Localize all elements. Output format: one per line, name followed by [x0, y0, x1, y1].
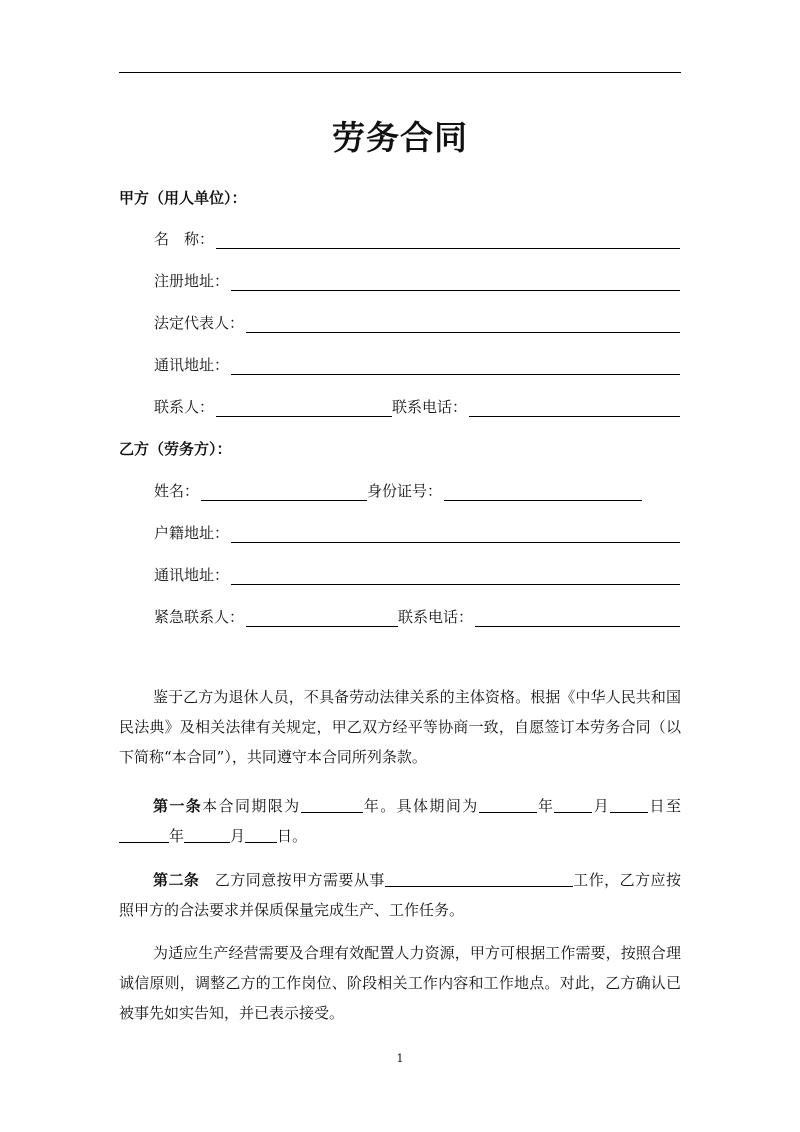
document-title: 劳务合同 [332, 118, 468, 157]
party-b-household-field[interactable] [231, 526, 680, 543]
party-b-household-label: 户籍地址： [154, 524, 230, 542]
party-b-emergency-label: 紧急联系人： [154, 608, 245, 626]
article-1-text: 日。 [277, 827, 308, 845]
party-a-legal-rep-row [154, 313, 680, 333]
party-a-name-row [154, 229, 680, 249]
party-a-phone-field[interactable] [469, 400, 680, 417]
party-a-contact-label: 联系人： [154, 398, 215, 416]
party-a-mail-address-field[interactable] [231, 358, 680, 375]
start-year-field[interactable] [479, 796, 537, 813]
party-b-name-label: 姓名： [154, 482, 200, 500]
end-month-field[interactable] [184, 826, 230, 843]
article-2-paragraph [119, 865, 681, 925]
party-a-name-label: 名 称： [154, 230, 215, 248]
article-2-title: 第二条 [153, 871, 200, 889]
party-b-id-field[interactable] [444, 484, 642, 501]
article-1-text: 本合同期限为 [202, 797, 301, 815]
party-b-phone-label: 联系电话： [398, 608, 474, 626]
party-a-reg-address-label: 注册地址： [154, 272, 230, 290]
party-b-name-field[interactable] [201, 484, 367, 501]
party-a-phone-label: 联系电话： [392, 398, 468, 416]
party-a-name-field[interactable] [216, 232, 680, 249]
party-b-emergency-field[interactable] [246, 610, 398, 627]
party-b-mail-address-field[interactable] [231, 568, 680, 585]
party-a-contact-row [154, 397, 680, 417]
party-b-id-label: 身份证号： [367, 482, 443, 500]
party-a-heading: 甲方（用人单位）： [119, 189, 247, 207]
article-1-text: 日至 [648, 797, 681, 815]
end-year-field[interactable] [119, 826, 169, 843]
article-2-second-paragraph: 为适应生产经营需要及合理有效配置人力资源，甲方可根据工作需要，按照合理诚信原则，调整乙方的工作岗位、阶段相关工作内容和工作地点。对此，乙方确认已被事先如实告知，并已表示接受。 [119, 944, 681, 1022]
end-day-field[interactable] [245, 826, 277, 843]
article-1-text: 月 [592, 797, 611, 815]
article-1-text: 月 [230, 827, 246, 845]
party-b-mail-address-row [154, 565, 680, 585]
party-b-emergency-row [154, 607, 680, 627]
party-b-heading: 乙方（劳务方）： [119, 440, 232, 458]
start-month-field[interactable] [554, 796, 592, 813]
page-number: 1 [396, 1052, 404, 1065]
party-a-legal-rep-field[interactable] [246, 316, 680, 333]
start-day-field[interactable] [610, 796, 648, 813]
article-1-text: 年。具体期间为 [362, 797, 479, 815]
party-a-mail-address-row [154, 355, 680, 375]
party-b-household-row [154, 523, 680, 543]
preamble-paragraph: 鉴于乙方为退休人员，不具备劳动法律关系的主体资格。根据《中华人民共和国民法典》及相关法律有关规定，甲乙双方经平等协商一致，自愿签订本劳务合同（以下简称“本合同”），共同遵守本合同所列条款。 [119, 688, 681, 766]
article-1-title: 第一条 [153, 797, 203, 815]
party-a-legal-rep-label: 法定代表人： [154, 314, 245, 332]
article-1-text: 年 [169, 827, 185, 845]
article-1-paragraph [119, 791, 681, 851]
party-b-mail-address-label: 通讯地址： [154, 566, 230, 584]
article-2-text: 工作，乙方应按照甲方的合法要求并保质保量完成生产、工作任务。 [119, 871, 681, 919]
party-a-reg-address-row [154, 271, 680, 291]
party-a-mail-address-label: 通讯地址： [154, 356, 230, 374]
article-1-text: 年 [536, 797, 555, 815]
job-field[interactable] [385, 870, 573, 887]
party-a-reg-address-field[interactable] [231, 274, 680, 291]
party-b-phone-field[interactable] [475, 610, 680, 627]
article-2-text: 乙方同意按甲方需要从事 [214, 871, 385, 889]
term-years-field[interactable] [301, 796, 363, 813]
party-a-contact-field[interactable] [216, 400, 392, 417]
header-rule [119, 72, 681, 73]
party-b-name-row [154, 481, 680, 501]
